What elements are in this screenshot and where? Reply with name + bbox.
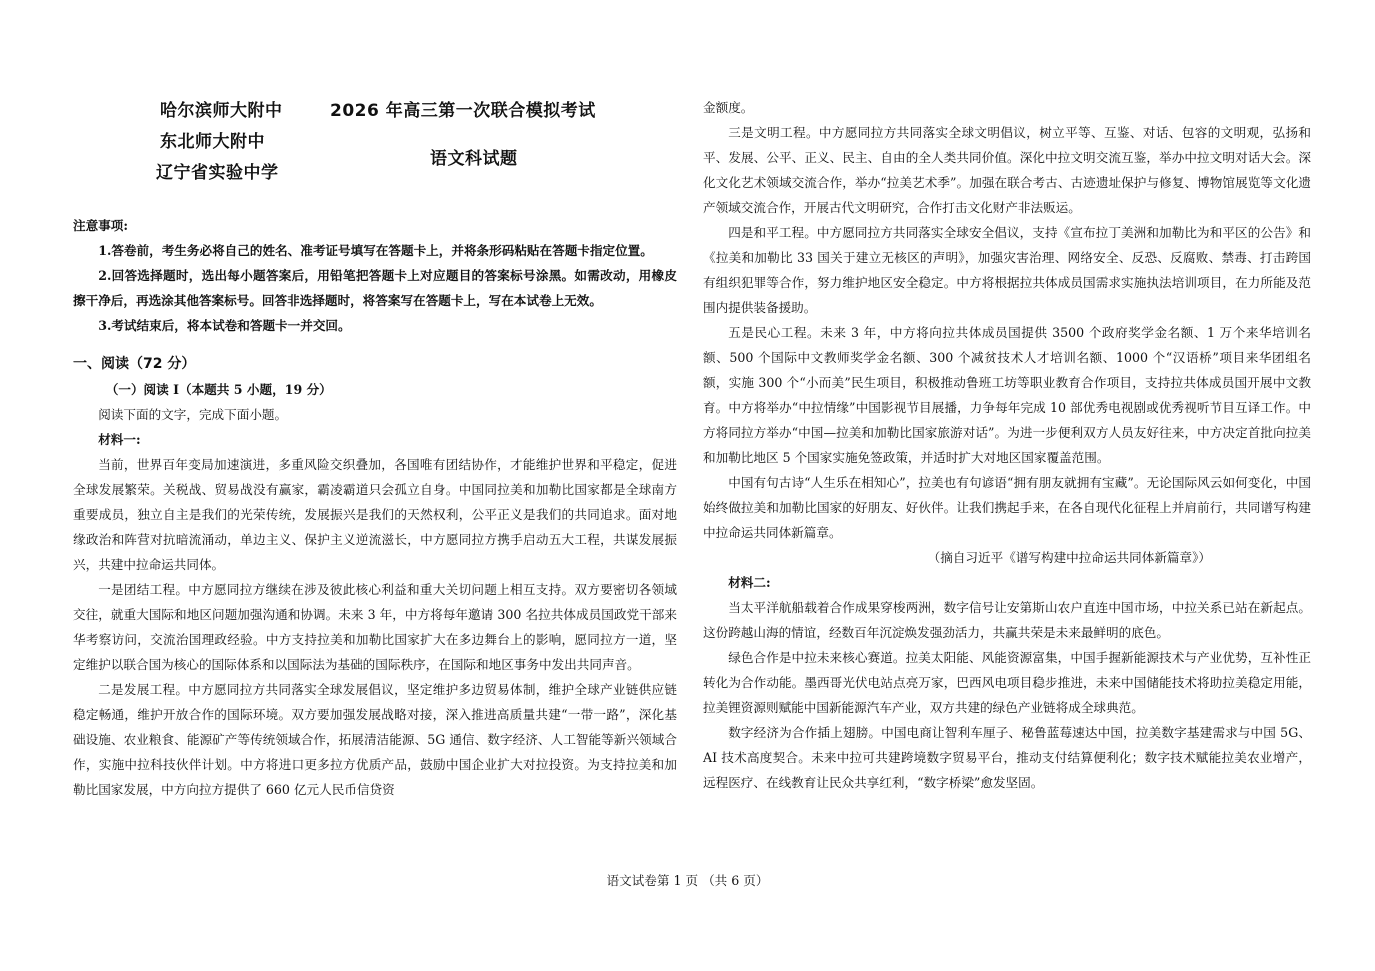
- notes-title: 注意事项:: [73, 218, 129, 233]
- school-name-1: 哈尔滨师大附中: [160, 101, 283, 121]
- paragraph: 一是团结工程。中方愿同拉方继续在涉及彼此核心利益和重大关切问题上相互支持。双方要密切各领域交往，就重大国际和地区问题加强沟通和协调。未来 3 年，中方将每年邀请 300 名拉共体成员国政党干部来华考察访问，交流治国理政经验。中方支持拉美和加勒比国家扩大在多边舞台上的影响，愿同拉方一道，坚定维护以联合国为核心的国际体系和以国际法为基础的国际秩序，在国际和地区事务中发出共同声音。: [73, 582, 677, 672]
- section-subtitle: （一）阅读 I（本题共 5 小题，19 分）: [105, 382, 332, 397]
- left-column: [73, 213, 677, 802]
- paragraph: 数字经济为合作插上翅膀。中国电商让智利车厘子、秘鲁蓝莓速达中国，拉美数字基建需求与中国 5G、AI 技术高度契合。未来中拉可共建跨境数字贸易平台，推动支付结算便利化；数字技术赋能拉美农业增产，远程医疗、在线教育让民众共享红利，“数字桥梁”愈发坚固。: [703, 725, 1311, 790]
- paragraph: 当太平洋航船载着合作成果穿梭两洲，数字信号让安第斯山农户直连中国市场，中拉关系已站在新起点。这份跨越山海的情谊，经数百年沉淀焕发强劲活力，共赢共荣是未来最鲜明的底色。: [703, 600, 1311, 640]
- paragraph-continuation: 金额度。: [703, 100, 754, 115]
- paragraph: 当前，世界百年变局加速演进，多重风险交织叠加，各国唯有团结协作，才能维护世界和平稳定，促进全球发展繁荣。关税战、贸易战没有赢家，霸凌霸道只会孤立自身。中国同拉美和加勒比国家都是全球南方重要成员，独立自主是我们的光荣传统，发展振兴是我们的天然权利，公平正义是我们的共同追求。面对地缘政治和阵营对抗暗流涌动，单边主义、保护主义逆流滋长，中方愿同拉方携手启动五大工程，共谋发展振兴，共建中拉命运共同体。: [73, 457, 677, 572]
- section-title: 一、阅读（72 分）: [73, 356, 196, 372]
- instruction: 阅读下面的文字，完成下面小题。: [98, 407, 288, 422]
- paragraph: 五是民心工程。未来 3 年，中方将向拉共体成员国提供 3500 个政府奖学金名额、1 万个来华培训名额、500 个国际中文教师奖学金名额、300 个减贫技术人才培训名额、1000 个“汉语桥”项目来华团组名额，实施 300 个“小而美”民生项目，积极推动鲁班工坊等职业教育合作项目，支持拉共体成员国开展中文教育。中方将举办“中拉情缘”中国影视节目展播，力争每年完成 10 部优秀电视剧或优秀视听节目互译工作。中方将同拉方举办“中国—拉美和加勒比国家旅游对话”。为进一步便利双方人员友好往来，中方决定首批向拉美和加勒比地区 5 个国家实施免签政策，并适时扩大对地区国家覆盖范围。: [703, 325, 1311, 465]
- school-name-3: 辽宁省实验中学: [156, 163, 279, 183]
- right-column: [703, 95, 1311, 795]
- page-footer: 语文试卷第 1 页 （共 6 页）: [606, 873, 769, 888]
- paragraph: 四是和平工程。中方愿同拉方共同落实全球安全倡议，支持《宣布拉丁美洲和加勒比为和平区的公告》和《拉美和加勒比 33 国关于建立无核区的声明》，加强灾害治理、网络安全、反恐、反腐败、禁毒、打击跨国有组织犯罪等合作，努力维护地区安全稳定。中方将根据拉共体成员国需求实施执法培训项目，在力所能及范围内提供装备援助。: [703, 225, 1311, 315]
- notes-item: 1.答卷前，考生务必将自己的姓名、准考证号填写在答题卡上，并将条形码粘贴在答题卡指定位置。: [98, 243, 653, 258]
- notes-item: 2.回答选择题时，选出每小题答案后，用铅笔把答题卡上对应题目的答案标号涂黑。如需改动，用橡皮擦干净后，再选涂其他答案标号。回答非选择题时，将答案写在答题卡上，写在本试卷上无效。: [73, 268, 677, 308]
- paragraph: 绿色合作是中拉未来核心赛道。拉美太阳能、风能资源富集，中国手握新能源技术与产业优势，互补性正转化为合作动能。墨西哥光伏电站点亮万家，巴西风电项目稳步推进，未来中国储能技术将助拉美稳定用能，拉美锂资源则赋能中国新能源汽车产业，双方共建的绿色产业链将成全球典范。: [703, 650, 1311, 715]
- school-name-2: 东北师大附中: [160, 132, 265, 152]
- source-citation: （摘自习近平《谱写构建中拉命运共同体新篇章》）: [927, 550, 1211, 565]
- paragraph: 三是文明工程。中方愿同拉方共同落实全球文明倡议，树立平等、互鉴、对话、包容的文明观，弘扬和平、发展、公平、正义、民主、自由的全人类共同价值。深化中拉文明交流互鉴，举办中拉文明对话大会。深化文化艺术领域交流合作，举办“拉美艺术季”。加强在联合考古、古迹遗址保护与修复、博物馆展览等文化遗产领域交流合作，开展古代文明研究，合作打击文化财产非法贩运。: [703, 125, 1311, 215]
- exam-title: 2026 年高三第一次联合模拟考试: [330, 101, 596, 121]
- material-1-label: 材料一:: [98, 432, 141, 447]
- paragraph: 二是发展工程。中方愿同拉方共同落实全球发展倡议，坚定维护多边贸易体制，维护全球产业链供应链稳定畅通，维护开放合作的国际环境。双方要加强发展战略对接，深入推进高质量共建“一带一路”，深化基础设施、农业粮食、能源矿产等传统领域合作，拓展清洁能源、5G 通信、数字经济、人工智能等新兴领域合作，实施中拉科技伙伴计划。中方将进口更多拉方优质产品，鼓励中国企业扩大对拉投资。为支持拉美和加勒比国家发展，中方向拉方提供了 660 亿元人民币信贷资: [73, 682, 677, 797]
- paragraph: 中国有句古诗“人生乐在相知心”，拉美也有句谚语“拥有朋友就拥有宝藏”。无论国际风云如何变化，中国始终做拉美和加勒比国家的好朋友、好伙伴。让我们携起手来，在各自现代化征程上并肩前行，共同谱写构建中拉命运共同体新篇章。: [703, 475, 1311, 540]
- subject-title: 语文科试题: [430, 149, 518, 169]
- notes-item: 3.考试结束后，将本试卷和答题卡一并交回。: [98, 318, 351, 333]
- material-2-label: 材料二:: [728, 575, 771, 590]
